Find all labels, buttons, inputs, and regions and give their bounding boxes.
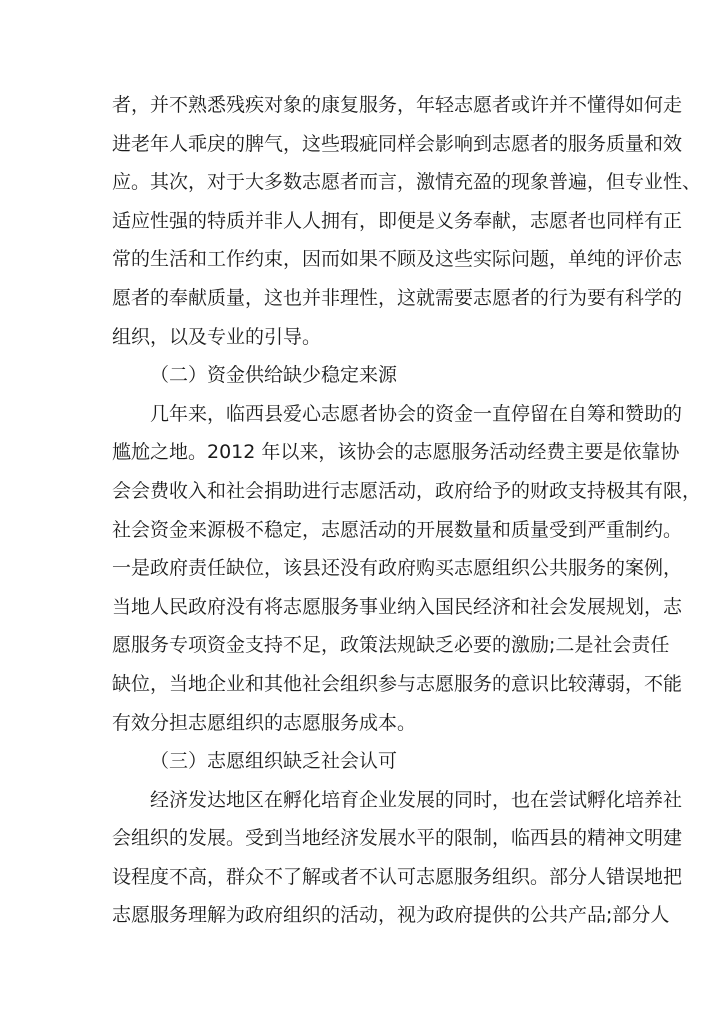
section-heading-3: （三）志愿组织缺乏社会认可 bbox=[150, 750, 398, 773]
paragraph-line: 当地人民政府没有将志愿服务事业纳入国民经济和社会发展规划，志 bbox=[112, 595, 683, 618]
paragraph-line: 社会资金来源极不稳定，志愿活动的开展数量和质量受到严重制约。 bbox=[112, 518, 683, 541]
paragraph-line: 缺位，当地企业和其他社会组织参与志愿服务的意识比较薄弱，不能 bbox=[112, 672, 683, 695]
paragraph-line: 会会费收入和社会捐助进行志愿活动，政府给予的财政支持极其有限， bbox=[112, 479, 702, 502]
paragraph-line: 组织，以及专业的引导。 bbox=[112, 325, 322, 348]
paragraph-line: 愿者的奉献质量，这也并非理性，这就需要志愿者的行为要有科学的 bbox=[112, 286, 683, 309]
paragraph-line: 几年来，临西县爱心志愿者协会的资金一直停留在自筹和赞助的 bbox=[150, 402, 683, 425]
section-heading-2: （二）资金供给缺少稳定来源 bbox=[150, 364, 398, 387]
paragraph-line: 经济发达地区在孵化培育企业发展的同时，也在尝试孵化培养社 bbox=[150, 788, 683, 811]
paragraph-line: 者，并不熟悉残疾对象的康复服务，年轻志愿者或许并不懂得如何走 bbox=[112, 94, 683, 116]
paragraph-line: 愿服务专项资金支持不足，政策法规缺乏必要的激励;二是社会责任 bbox=[112, 634, 670, 657]
paragraph-line: 志愿服务理解为政府组织的活动，视为政府提供的公共产品;部分人 bbox=[112, 904, 670, 927]
paragraph-line: 应。其次，对于大多数志愿者而言，激情充盈的现象普遍，但专业性、 bbox=[112, 171, 702, 194]
paragraph-line: 常的生活和工作约束，因而如果不顾及这些实际问题，单纯的评价志 bbox=[112, 248, 683, 271]
paragraph-line: 设程度不高，群众不了解或者不认可志愿服务组织。部分人错误地把 bbox=[112, 865, 683, 888]
paragraph-line: 适应性强的特质并非人人拥有，即便是义务奉献，志愿者也同样有正 bbox=[112, 209, 683, 232]
paragraph-line: 进老年人乖戾的脾气，这些瑕疵同样会影响到志愿者的服务质量和效 bbox=[112, 132, 683, 155]
paragraph-line: 一是政府责任缺位，该县还没有政府购买志愿组织公共服务的案例， bbox=[112, 557, 683, 580]
paragraph-line: 有效分担志愿组织的志愿服务成本。 bbox=[112, 711, 417, 734]
paragraph-line: 会组织的发展。受到当地经济发展水平的限制，临西县的精神文明建 bbox=[112, 827, 683, 850]
paragraph-line: 尴尬之地。2012 年以来，该协会的志愿服务活动经费主要是依靠协 bbox=[112, 441, 680, 464]
body-text bbox=[112, 86, 702, 935]
